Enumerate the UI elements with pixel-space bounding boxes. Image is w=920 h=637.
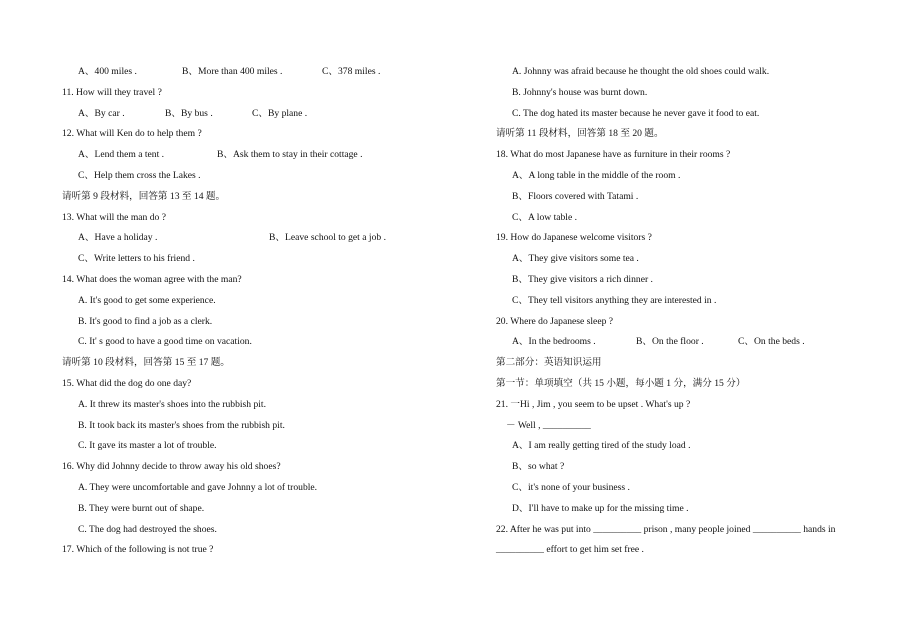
answer-option: A. They were uncomfortable and gave Johnny a lot of trouble. (78, 482, 318, 493)
answer-option: A、400 miles . (78, 66, 137, 77)
line-text: 11. How will they travel ? (62, 86, 162, 98)
line-text: 12. What will Ken do to help them ? (62, 128, 202, 140)
answer-option: C、On the beds . (738, 336, 805, 348)
answer-option: A、They give visitors some tea . (512, 253, 639, 265)
line-text: 请听第 10 段材料，回答第 15 至 17 题。 (62, 357, 230, 369)
answer-option: A. It's good to get some experience. (78, 294, 216, 306)
answer-option: A、A long table in the middle of the room . (512, 170, 681, 181)
answer-option: C. The dog hated its master because he never gave it food to eat. (512, 107, 760, 119)
answer-option: A、Have a holiday . (78, 232, 158, 244)
answer-option: A、By car . (78, 107, 125, 119)
line-text: 15. What did the dog do one day? (62, 378, 192, 389)
answer-option: B、By bus . (165, 107, 213, 119)
line-text: __________ effort to get him set free . (496, 544, 644, 556)
answer-option: C、it's none of your business . (512, 482, 630, 493)
answer-option: C、Help them cross the Lakes . (78, 170, 201, 181)
answer-option: C、They tell visitors anything they are interested in . (512, 294, 717, 306)
answer-option: B、Leave school to get a job . (269, 232, 386, 244)
answer-option: D、I'll have to make up for the missing time . (512, 502, 689, 514)
answer-option: C、378 miles . (322, 66, 381, 77)
answer-option: B、Ask them to stay in their cottage . (217, 149, 363, 161)
line-text: 18. What do most Japanese have as furniture in their rooms ? (496, 149, 731, 161)
line-text: 第一节：单项填空（共 15 小题，每小题 1 分，满分 15 分） (496, 378, 746, 389)
answer-option: C. The dog had destroyed the shoes. (78, 523, 217, 535)
line-text: 请听第 11 段材料，回答第 18 至 20 题。 (496, 128, 664, 140)
line-text: 17. Which of the following is not true ? (62, 544, 214, 556)
answer-option: B、Floors covered with Tatami . (512, 190, 639, 202)
line-text: 22. After he was put into __________ prison , many people joined __________ hands in (496, 523, 836, 535)
answer-option: B. It took back its master's shoes from the rubbish pit. (78, 419, 285, 431)
answer-option: C. It gave its master a lot of trouble. (78, 440, 217, 452)
answer-option: B、They give visitors a rich dinner . (512, 274, 653, 285)
line-text: 第二部分：英语知识运用 (496, 357, 602, 369)
line-text: 14. What does the woman agree with the man? (62, 274, 242, 285)
answer-option: B. Johnny's house was burnt down. (512, 86, 648, 98)
answer-option: C、By plane . (252, 107, 308, 119)
answer-option: B、so what ? (512, 461, 565, 473)
line-text: 请听第 9 段材料，回答第 13 至 14 题。 (62, 190, 226, 202)
answer-option: C、A low table . (512, 211, 578, 223)
answer-option: A. It threw its master's shoes into the rubbish pit. (78, 398, 266, 410)
answer-option: B. They were burnt out of shape. (78, 502, 205, 514)
line-text: 21. 一Hi , Jim , you seem to be upset . What's up ? (496, 398, 691, 410)
answer-option: A、In the bedrooms . (512, 336, 596, 348)
answer-option: A、I am really getting tired of the study load . (512, 440, 691, 452)
line-text: 19. How do Japanese welcome visitors ? (496, 232, 652, 244)
line-text: 20. Where do Japanese sleep ? (496, 315, 614, 327)
line-text: 16. Why did Johnny decide to throw away his old shoes? (62, 461, 281, 473)
answer-option: A. Johnny was afraid because he thought the old shoes could walk. (512, 66, 770, 77)
answer-option: B、More than 400 miles . (182, 66, 283, 77)
answer-option: C、Write letters to his friend . (78, 253, 195, 265)
answer-option: B、On the floor . (636, 336, 704, 348)
line-text: － Well , __________ (506, 419, 591, 431)
line-text: 13. What will the man do ? (62, 211, 166, 223)
answer-option: C. It' s good to have a good time on vacation. (78, 336, 252, 348)
answer-option: B. It's good to find a job as a clerk. (78, 315, 213, 327)
answer-option: A、Lend them a tent . (78, 149, 165, 161)
